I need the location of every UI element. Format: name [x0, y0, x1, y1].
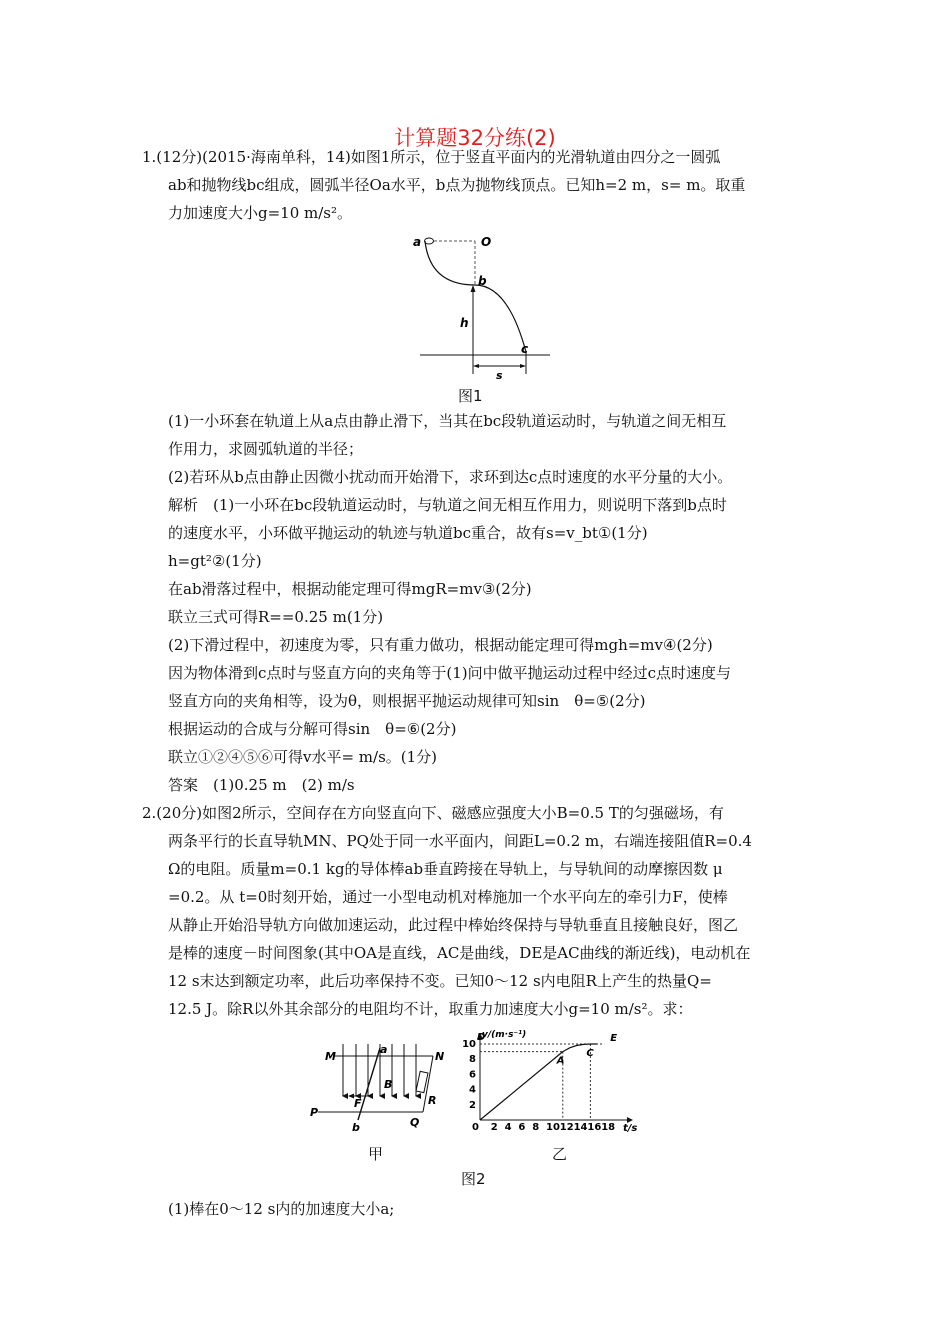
- q1-line-3: 力加速度大小g=10 m/s²。: [168, 204, 353, 222]
- q2-line-1: 2.(20分)如图2所示，空间存在方向竖直向下、磁感应强度大小B=0.5 T的匀强磁场，有: [142, 804, 724, 822]
- q2-line-8: 12.5 J。除R以外其余部分的电阻均不计，取重力加速度大小g=10 m/s²。求：: [168, 1000, 693, 1018]
- x-tick-label: 6: [518, 1122, 526, 1133]
- label-p: P: [310, 1106, 319, 1119]
- x-tick-label: 16: [587, 1122, 602, 1133]
- figure-2-yi-caption: 乙: [552, 1145, 568, 1163]
- label-q: Q: [410, 1116, 420, 1129]
- q1-answer: 答案 (1)0.25 m (2) m/s: [168, 776, 355, 794]
- x-tick-label: 18: [601, 1122, 616, 1133]
- x-tick-label: 8: [532, 1122, 540, 1133]
- figure-2-jia-caption: 甲: [368, 1145, 384, 1163]
- figure-2-jia: [308, 1036, 458, 1136]
- q1-line-2: ab和抛物线bc组成，圆弧半径Oa水平，b点为抛物线顶点。已知h=2 m，s= m。取重: [168, 176, 746, 194]
- arc-track-ab: [425, 241, 475, 285]
- q1-line-12: (2)下滑过程中，初速度为零，只有重力做功，根据动能定理可得mgh=mv④(2分): [168, 636, 713, 654]
- figure-2-caption: 图2: [461, 1170, 486, 1188]
- label-r: R: [428, 1094, 437, 1107]
- q1-line-15: 根据运动的合成与分解可得sin θ=⑥(2分): [168, 720, 457, 738]
- x-tick-label: 0: [472, 1122, 479, 1133]
- y-tick-label: 4: [469, 1084, 476, 1096]
- x-tick-label: 14: [573, 1122, 588, 1133]
- point-label-e: E: [610, 1033, 618, 1044]
- label-f: F: [354, 1097, 362, 1110]
- q1-line-1: 1.(12分)(2015·海南单科，14)如图1所示，位于竖直平面内的光滑轨道由四分之一圆弧: [142, 148, 721, 166]
- x-tick-label: 12: [559, 1122, 574, 1133]
- label-b-field: B: [384, 1078, 393, 1091]
- q1-line-9: h=gt²②(1分): [168, 552, 262, 570]
- x-tick-label: 10: [546, 1122, 560, 1133]
- figure-2-yi-chart: [458, 1030, 648, 1140]
- q1-line-13: 因为物体滑到c点时与竖直方向的夹角等于(1)问中做平抛运动过程中经过c点时速度与: [168, 664, 732, 682]
- x-axis-label: t/s: [623, 1123, 638, 1134]
- s-arrow-head-left: [473, 364, 479, 368]
- q1-line-6: (2)若环从b点由静止因微小扰动而开始滑下，求环到达c点时速度的水平分量的大小。: [168, 468, 733, 486]
- x-tick-label: 2: [490, 1122, 498, 1133]
- q2-line-3: Ω的电阻。质量m=0.1 kg的导体棒ab垂直跨接在导轨上，与导轨间的动摩擦因数 μ: [168, 860, 723, 878]
- h-arrow-head: [471, 285, 476, 292]
- x-tick-label: 4: [504, 1122, 512, 1133]
- y-tick-label: 8: [469, 1054, 476, 1066]
- y-tick-label: 2: [469, 1099, 476, 1111]
- y-axis-label: v/(m·s⁻¹): [482, 1030, 527, 1040]
- q1-line-11: 联立三式可得R==0.25 m(1分): [168, 608, 384, 626]
- q2-sub1: (1)棒在0～12 s内的加速度大小a;: [168, 1200, 395, 1218]
- point-label-d: D: [477, 1032, 486, 1043]
- label-s: s: [496, 369, 503, 382]
- point-label-a: A: [556, 1055, 565, 1067]
- series-oa: [480, 1052, 563, 1120]
- label-c: c: [521, 342, 529, 356]
- label-o: O: [481, 235, 492, 249]
- q1-line-4: (1)一小环套在轨道上从a点由静止滑下，当其在bc段轨道运动时，与轨道之间无相互: [168, 412, 727, 430]
- label-m: M: [325, 1050, 336, 1063]
- q1-line-7: 解析 (1)一小环在bc段轨道运动时，与轨道之间无相互作用力，则说明下落到b点时: [168, 496, 727, 514]
- label-h: h: [460, 316, 469, 330]
- y-tick-label: 10: [462, 1039, 476, 1050]
- q2-line-7: 12 s末达到额定功率，此后功率保持不变。已知0～12 s内电阻R上产生的热量Q=: [168, 972, 712, 990]
- point-label-c: C: [586, 1048, 594, 1059]
- q1-line-14: 竖直方向的夹角相等，设为θ，则根据平抛运动规律可知sin θ=⑤(2分): [168, 692, 646, 710]
- s-arrow-head-right: [520, 364, 526, 368]
- q1-line-16: 联立①②④⑤⑥可得v水平= m/s。(1分): [168, 748, 438, 766]
- label-n: N: [435, 1050, 445, 1063]
- label-b: b: [352, 1121, 360, 1134]
- q1-line-5: 作用力，求圆弧轨道的半径；: [168, 440, 364, 458]
- q2-line-2: 两条平行的长直导轨MN、PQ处于同一水平面内，间距L=0.2 m，右端连接阻值R=0.4: [168, 832, 752, 850]
- label-a: a: [380, 1043, 388, 1056]
- page-title: 计算题32分练(2): [394, 126, 556, 150]
- label-b: b: [478, 274, 487, 288]
- figure-1-caption: 图1: [458, 387, 483, 405]
- q1-line-10: 在ab滑落过程中，根据动能定理可得mgR=mv③(2分): [168, 580, 532, 598]
- q2-line-6: 是棒的速度－时间图象(其中OA是直线，AC是曲线，DE是AC曲线的渐近线)，电动机在: [168, 944, 751, 962]
- q2-line-4: =0.2。从 t=0时刻开始，通过一小型电动机对棒施加一个水平向左的牵引力F，使棒: [168, 888, 728, 906]
- figure-1: [400, 228, 560, 382]
- y-tick-label: 6: [469, 1069, 476, 1081]
- label-a: a: [413, 235, 422, 249]
- parabola-track-bc: [475, 285, 526, 352]
- q1-line-8: 的速度水平，小环做平抛运动的轨迹与轨道bc重合，故有s=v_bt①(1分): [168, 524, 648, 542]
- resistor-r: [416, 1071, 428, 1092]
- q2-line-5: 从静止开始沿导轨方向做加速运动，此过程中棒始终保持与导轨垂直且接触良好，图乙: [168, 916, 739, 934]
